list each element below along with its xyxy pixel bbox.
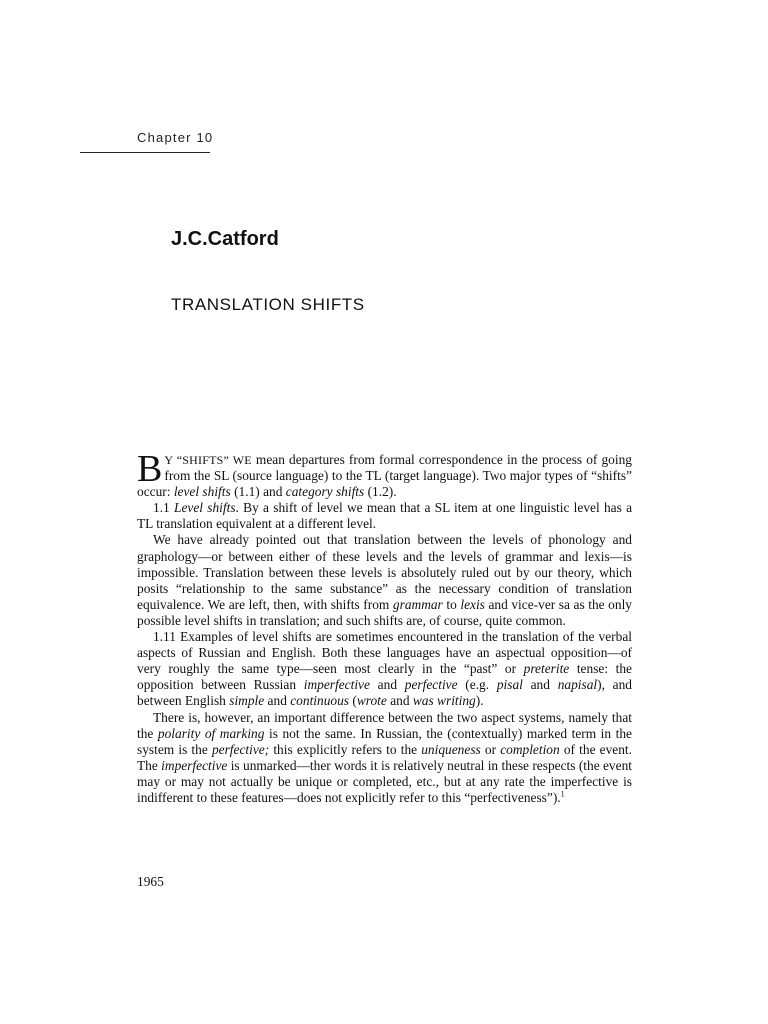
text-run: . By a shift of level we mean that a SL item at one linguistic level has a TL translation equivalent at a different level. <box>137 500 633 532</box>
text-run: and <box>264 693 291 709</box>
text-run: or <box>480 741 501 757</box>
text-run: ), and between English <box>137 677 632 709</box>
emphasis: grammar <box>392 596 443 612</box>
emphasis: level shifts <box>173 484 231 500</box>
page-number: 1965 <box>137 874 164 889</box>
emphasis: lexis <box>460 596 485 612</box>
emphasis: polarity of marking <box>157 725 265 741</box>
emphasis: continuous <box>290 693 350 709</box>
smallcaps-lead: Y “SHIFTS” WE <box>164 453 252 467</box>
footnote-marker[interactable]: 1 <box>560 789 565 799</box>
chapter-divider <box>80 152 210 153</box>
chapter-label: Chapter 10 <box>137 130 214 145</box>
emphasis: imperfective <box>303 677 370 693</box>
emphasis: preterite <box>523 661 570 677</box>
emphasis: category shifts <box>285 484 365 500</box>
text-run: (1.1) and <box>230 484 286 500</box>
text-run: and <box>386 693 413 709</box>
author-name: J.C.Catford <box>171 228 279 250</box>
text-run: is not the same. In Russian, the (contextually) marked term in the system is the <box>137 725 632 757</box>
text-run: We have already pointed out that translation between the levels of phonology and graphology—or between either of these levels and the levels of grammar and lexis—is impossible. Translation between these levels is absolutely ruled out by our theory, which posits “relationship to the same substance” as the necessary condition of translation equivalence. We are left, then, with shifts from <box>137 532 632 612</box>
emphasis: simple <box>229 693 265 709</box>
text-run: ( <box>349 693 357 709</box>
paragraph-examples <box>137 629 632 709</box>
text-run: is unmarked—ther words it is relatively neutral in these respects (the event may or may not actually be unique or completed, etc., but at any rate the imperfective is indifferent to these features—does not explicitly refer to this “perfectiveness”). <box>137 757 632 805</box>
text-run: There is, however, an important difference between the two aspect systems, namely that the <box>137 709 632 741</box>
text-run: 1.1 <box>153 500 174 516</box>
emphasis: was writing <box>412 693 476 709</box>
text-run: and <box>369 677 405 693</box>
text-run: tense: the opposition between Russian <box>137 661 632 693</box>
paragraph-intro <box>137 448 632 500</box>
emphasis: napisal <box>557 677 598 693</box>
drop-cap: B <box>137 448 163 490</box>
text-run: of the event. The <box>137 741 632 773</box>
text-run: (e.g. <box>457 677 497 693</box>
text-run: this explicitly refers to the <box>269 741 422 757</box>
emphasis: perfective <box>404 677 458 693</box>
body-text <box>137 448 633 806</box>
emphasis: completion <box>500 741 560 757</box>
text-run: mean departures from formal correspondence in the process of going from the SL (source language) to the TL (target language). Two major types of “shifts” occur: <box>137 452 632 500</box>
emphasis: perfective; <box>211 741 270 757</box>
text-run: and <box>522 677 558 693</box>
text-run: ). <box>475 693 484 709</box>
text-run: and vice-ver sa as the only possible level shifts in translation; and such shifts are, of course, quite common. <box>137 596 632 628</box>
paragraph-impossibility <box>137 532 632 629</box>
emphasis: Level shifts <box>174 500 236 516</box>
emphasis: imperfective <box>161 757 228 773</box>
paragraph-aspect-systems <box>137 710 632 807</box>
text-run: (1.2). <box>364 484 397 500</box>
emphasis: pisal <box>496 677 523 693</box>
text-run: to <box>442 596 461 612</box>
paragraph-level-shifts <box>137 500 632 532</box>
emphasis: wrote <box>356 693 387 709</box>
article-title: TRANSLATION SHIFTS <box>171 295 365 314</box>
emphasis: uniqueness <box>421 741 481 757</box>
text-run: 1.11 Examples of level shifts are sometimes encountered in the translation of the verbal aspects of Russian and English. Both these languages have an aspectual opposition—of very roughly the same type—seen most clearly in the “past” or <box>137 629 632 677</box>
